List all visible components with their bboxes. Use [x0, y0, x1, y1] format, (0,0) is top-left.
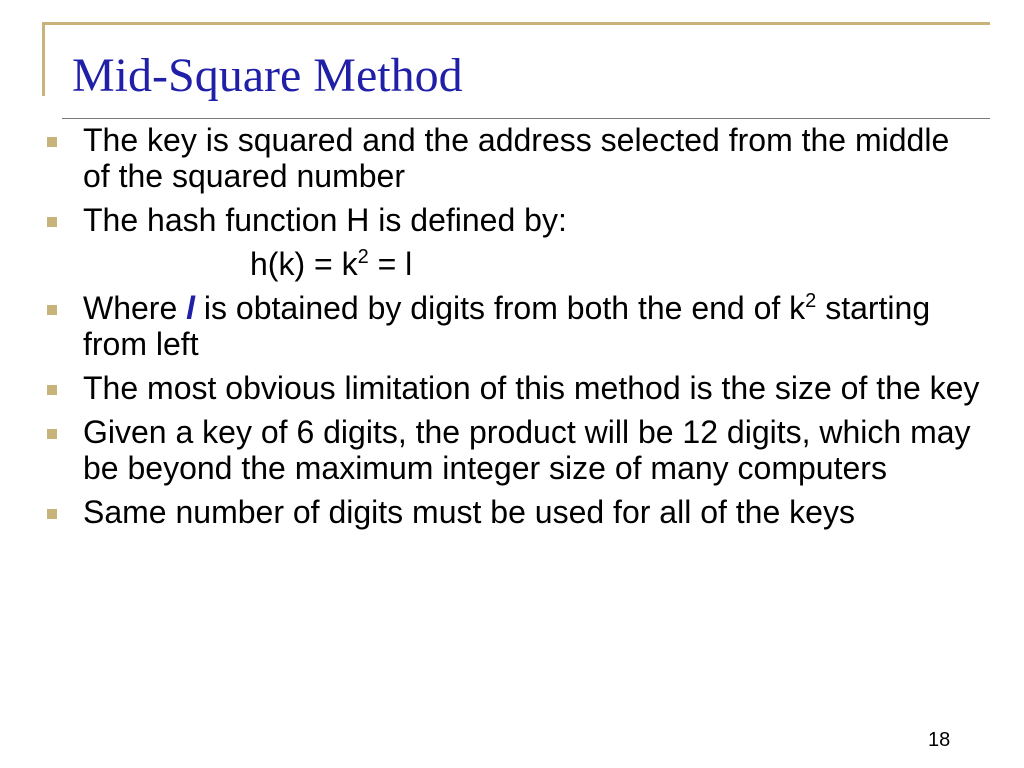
hash-formula: [42, 246, 982, 282]
bullet-list: [42, 122, 982, 538]
exponent: 2: [805, 290, 817, 312]
bullet-item: [42, 414, 982, 486]
bullet-item: [42, 370, 982, 406]
bullet-text: The hash function H is defined by:: [83, 202, 567, 238]
bullet-item: [42, 494, 982, 530]
variable-l: l: [186, 290, 196, 326]
bullet-text-where: Where: [83, 290, 187, 326]
bullet-text: Given a key of 6 digits, the product will be 12 digits, which may be beyond the maximum integer size of many computers: [83, 414, 971, 486]
frame-horizontal-accent: [42, 22, 990, 25]
bullet-text: Same number of digits must be used for all of the keys: [83, 494, 855, 530]
page-number: 18: [928, 729, 951, 751]
bullet-text-obtained: is obtained by digits from both the end of k: [195, 290, 806, 326]
square-bullet-icon: [47, 305, 57, 315]
slide-title: Mid-Square Method: [72, 49, 463, 102]
formula-lhs: h(k) = k: [250, 246, 358, 282]
title-divider: [62, 118, 990, 119]
bullet-text: The key is squared and the address selected from the middle of the squared number: [83, 122, 950, 194]
formula-rhs: = l: [368, 246, 413, 282]
bullet-text-left: starting from left: [83, 290, 931, 362]
bullet-text: The most obvious limitation of this method is the size of the key: [83, 370, 980, 406]
square-bullet-icon: [47, 429, 57, 439]
bullet-item: [42, 202, 982, 238]
formula-exponent: 2: [357, 246, 369, 268]
square-bullet-icon: [47, 509, 57, 519]
square-bullet-icon: [47, 217, 57, 227]
square-bullet-icon: [47, 137, 57, 147]
frame-vertical-accent: [42, 22, 45, 96]
bullet-item: [42, 290, 982, 362]
square-bullet-icon: [47, 385, 57, 395]
bullet-item: [42, 122, 982, 194]
